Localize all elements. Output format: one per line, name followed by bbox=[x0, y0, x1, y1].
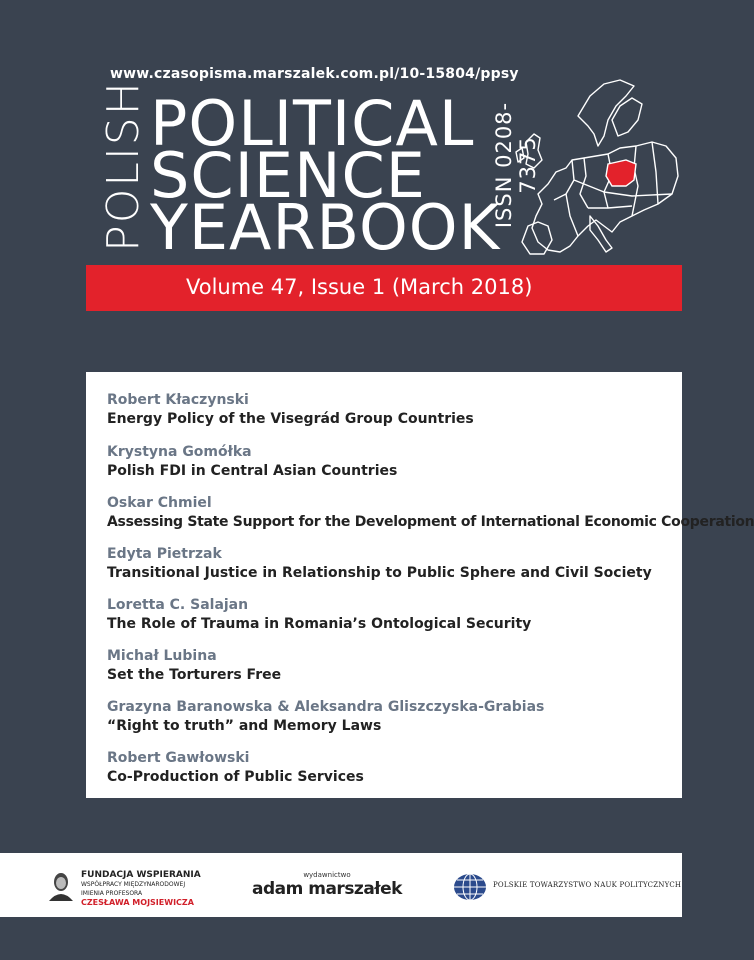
toc-author: Loretta C. Salajan bbox=[107, 597, 249, 613]
toc-author: Robert Kłaczynski bbox=[107, 392, 249, 408]
europe-map-icon bbox=[508, 76, 680, 258]
toc-entry[interactable] bbox=[107, 546, 652, 581]
toc-author: Edyta Pietrzak bbox=[107, 546, 222, 562]
portrait-icon bbox=[47, 871, 75, 901]
toc-entry[interactable] bbox=[107, 392, 474, 427]
ptnp-name: POLSKIE TOWARZYSTWO NAUK POLITYCZNYCH bbox=[493, 881, 682, 889]
toc-author: Grazyna Baranowska & Aleksandra Gliszczyska-Grabias bbox=[107, 699, 545, 715]
toc-article-title: Co-Production of Public Services bbox=[107, 769, 364, 785]
fundacja-line2: WSPÓŁPRACY MIĘDZYNARODOWEJ bbox=[81, 881, 186, 888]
toc-entry[interactable] bbox=[107, 495, 754, 530]
sponsor-logo-bar bbox=[0, 853, 682, 917]
title-line-science: SCIENCE bbox=[150, 139, 426, 212]
toc-entry[interactable] bbox=[107, 597, 531, 632]
table-of-contents bbox=[86, 372, 754, 798]
toc-author: Oskar Chmiel bbox=[107, 495, 212, 511]
publisher-name: adam marszałek bbox=[252, 879, 402, 899]
toc-article-title: Energy Policy of the Visegrád Group Countries bbox=[107, 411, 474, 427]
toc-entry[interactable] bbox=[107, 699, 544, 734]
title-line-political: POLITICAL bbox=[150, 87, 475, 160]
fundacja-line3: IMIENIA PROFESORA bbox=[81, 890, 143, 897]
toc-article-title: “Right to truth” and Memory Laws bbox=[107, 718, 382, 734]
toc-entry[interactable] bbox=[107, 444, 397, 479]
journal-url: www.czasopisma.marszalek.com.pl/10-15804/ppsy bbox=[110, 66, 519, 82]
publisher-small-label: wydawnictwo bbox=[303, 871, 351, 879]
poland-highlight bbox=[606, 160, 636, 186]
volume-issue-label: Volume 47, Issue 1 (March 2018) bbox=[186, 275, 533, 299]
issn-number: ISSN 0208-7375 bbox=[492, 101, 540, 229]
toc-article-title: Assessing State Support for the Development of International Economic Cooperation bbox=[107, 514, 754, 530]
toc-article-title: The Role of Trauma in Romania’s Ontological Security bbox=[107, 616, 532, 632]
toc-author: Robert Gawłowski bbox=[107, 750, 250, 766]
toc-author: Michał Lubina bbox=[107, 648, 217, 664]
toc-entry[interactable] bbox=[107, 648, 281, 683]
fundacja-line1: FUNDACJA WSPIERANIA bbox=[81, 870, 201, 880]
fundacja-logo bbox=[47, 870, 201, 907]
toc-article-title: Transitional Justice in Relationship to Public Sphere and Civil Society bbox=[107, 565, 652, 581]
toc-article-title: Polish FDI in Central Asian Countries bbox=[107, 463, 398, 479]
toc-article-title: Set the Torturers Free bbox=[107, 667, 282, 683]
publisher-logo bbox=[252, 871, 402, 899]
globe-icon bbox=[453, 873, 487, 901]
fundacja-line4: CZESŁAWA MOJSIEWICZA bbox=[81, 898, 194, 907]
ptnp-logo bbox=[453, 873, 682, 906]
toc-author: Krystyna Gomółka bbox=[107, 444, 252, 460]
title-line-yearbook: YEARBOOK bbox=[150, 191, 501, 264]
toc-entry[interactable] bbox=[107, 750, 364, 785]
polish-vertical-title: POLISH bbox=[98, 80, 149, 252]
